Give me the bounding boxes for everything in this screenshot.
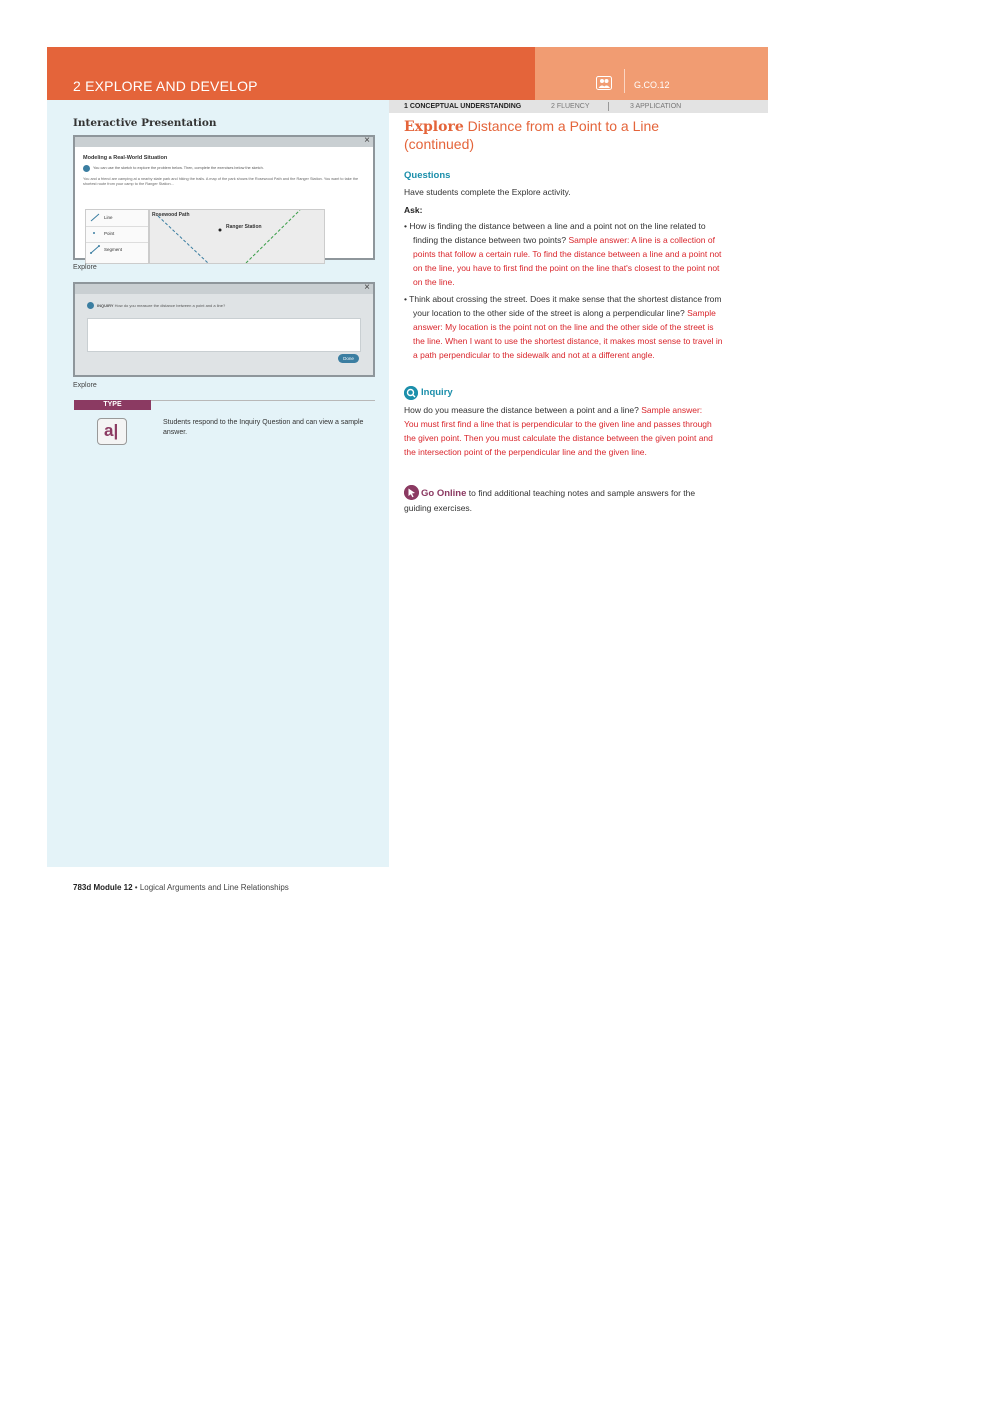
- screenshot-titlebar: [75, 137, 373, 147]
- tool-segment-label: Segment: [104, 247, 123, 252]
- done-button[interactable]: Done: [338, 354, 359, 363]
- inquiry-text: [404, 403, 716, 459]
- inquiry-heading: Inquiry: [421, 387, 453, 398]
- close-icon[interactable]: ×: [364, 135, 370, 146]
- point-tool-icon: [93, 232, 95, 234]
- page-title: [404, 118, 744, 153]
- section-title: 2 EXPLORE AND DEVELOP: [73, 78, 258, 94]
- standard-header-bar: [535, 47, 768, 100]
- tool-line-label: Line: [104, 215, 113, 220]
- inquiry-icon: [404, 386, 418, 400]
- sidebar-heading: Interactive Presentation: [73, 117, 217, 129]
- go-online-link[interactable]: Go Online: [421, 488, 467, 499]
- lesson-tabs: [389, 100, 768, 113]
- tool-panel: [85, 209, 149, 264]
- tool-line[interactable]: [86, 210, 148, 227]
- title-continued: (continued): [404, 136, 475, 152]
- questions-text: Have students complete the Explore activity.: [404, 187, 571, 197]
- ask-bullet: [404, 292, 723, 362]
- inquiry-question: How do you measure the distance between a point and a line?: [404, 405, 639, 415]
- inquiry-answer: Sample answer: You must first find a line that is perpendicular to the given line and passes through the given point. Then you must calculate the distance between the given point and the intersection point of the perpendicular line and the given line.: [404, 405, 713, 457]
- go-online-description: to find additional teaching notes and sample answers for the guiding exercises.: [404, 488, 696, 513]
- tab-fluency[interactable]: 2 FLUENCY: [551, 103, 590, 110]
- answer-textarea[interactable]: [87, 318, 361, 352]
- explore-screenshot-1: [73, 135, 375, 260]
- tab-application[interactable]: 3 APPLICATION: [630, 103, 682, 110]
- ask-bullet: [404, 219, 723, 289]
- bullet-question: • Think about crossing the street. Does it make sense that the shortest distance from your location to the other side of the street is along a perpendicular line?: [404, 294, 722, 318]
- screen1-title: Modeling a Real-World Situation: [83, 155, 168, 161]
- segment-tool-icon: [90, 245, 100, 254]
- tab-conceptual-understanding[interactable]: 1 CONCEPTUAL UNDERSTANDING: [404, 103, 522, 110]
- screenshot-1-caption: Explore: [73, 264, 97, 271]
- screen2-inquiry: INQUIRY How do you measure the distance between a point and a line?: [97, 303, 226, 308]
- bullet-answer: Sample answer: A line is a collection of points that follow a certain rule. To find the distance between a line and a point not on the line, you have to first find the point on the line that's closest to the point not on the line.: [413, 235, 722, 287]
- map-canvas[interactable]: [149, 209, 325, 264]
- type-description: Students respond to the Inquiry Question and can view a sample answer.: [163, 419, 364, 436]
- map-label-rosewood-path: Rosewood Path: [152, 212, 190, 218]
- title-text: Distance from a Point to a Line: [463, 118, 660, 134]
- screen1-instruction: You can use the sketch to explore the problem below. Then, complete the exercises below the sketch.: [93, 166, 264, 170]
- header-divider: [624, 69, 625, 93]
- tab-divider: [608, 102, 609, 111]
- go-online-text: [404, 486, 714, 515]
- bullet-question: • How is finding the distance between a line and a point not on the line related to finding the distance between two points?: [404, 221, 706, 245]
- line-tool-icon: [90, 213, 100, 222]
- screen1-paragraph: You and a friend are camping at a nearby state park and hiking the trails. A map of the park shows the Rosewood Path and the Ranger Station. You want to take the shortest route from your camp to the Ranger Station...: [83, 177, 359, 186]
- inquiry-small-icon: [87, 302, 94, 309]
- ask-heading: Ask:: [404, 205, 423, 215]
- tool-point[interactable]: [86, 226, 148, 243]
- map-label-ranger-station: Ranger Station: [226, 224, 262, 230]
- tool-segment[interactable]: [86, 242, 148, 258]
- page-footer: [73, 883, 289, 892]
- module-label: Module 12: [91, 883, 133, 892]
- tool-point-label: Point: [104, 231, 115, 236]
- bullet-answer: Sample answer: My location is the point not on the line and the other side of the street is the line. When I want to use the shortest distance, it makes most sense to travel in a path perpendicular to the sidewalk and not at a different angle.: [413, 308, 723, 360]
- questions-heading: Questions: [404, 170, 451, 181]
- screenshot-2-caption: Explore: [73, 382, 97, 389]
- explore-screenshot-2: [73, 282, 375, 377]
- page-number: 783d: [73, 883, 92, 892]
- type-icon-glyph: a|: [104, 421, 119, 440]
- module-topic: • Logical Arguments and Line Relationships: [132, 883, 289, 892]
- text-response-icon: [97, 418, 127, 445]
- standard-code: G.CO.12: [634, 80, 670, 90]
- type-divider: [151, 400, 375, 401]
- type-label: TYPE: [74, 400, 151, 410]
- collaboration-icon: [596, 76, 612, 90]
- info-icon: [83, 165, 90, 172]
- screenshot-titlebar: [75, 284, 373, 294]
- title-keyword: Explore: [404, 119, 464, 135]
- close-icon[interactable]: ×: [364, 282, 370, 293]
